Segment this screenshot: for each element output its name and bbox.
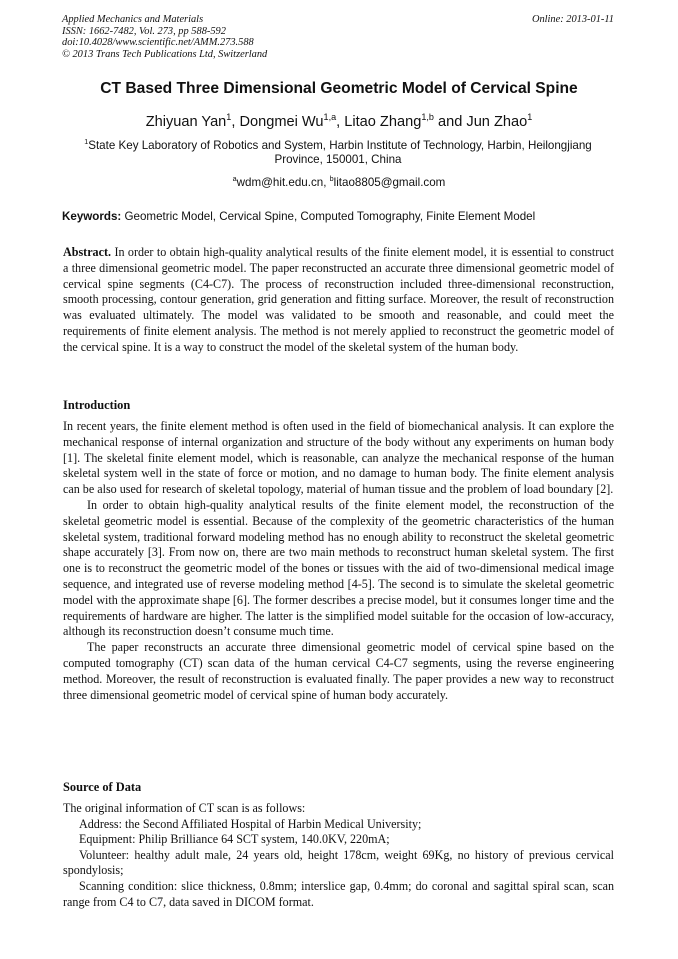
journal-name: Applied Mechanics and Materials: [62, 14, 204, 25]
paper-title: CT Based Three Dimensional Geometric Model of Cervical Spine: [100, 80, 578, 97]
paragraph: In recent years, the finite element method is often used in the field of biomechanical analysis. It can explore the mechanical response of internal organization and structure of the body without any experiments on human body [1]. The skeletal finite element model, which is reasonable, can analyze the mechanical response of the human skeletal system well in the state of force or motion, and no damage to human body. The finite element analysis can be also used for research of skeletal topology, material of human tissue and the problem of load boundary [2].: [63, 419, 614, 497]
author-name: Litao Zhang: [344, 114, 422, 130]
author-superscript: 1: [226, 112, 232, 123]
abstract-label: Abstract.: [63, 245, 112, 259]
introduction-body: [63, 419, 614, 703]
abstract-text: In order to obtain high-quality analytical results of the finite element model, it is essential to construct a three dimensional geometric model. The paper reconstructed an accurate three dimensional geometric model of cervical spine segments (C4-C7). The process of reconstruction included three-dimensional reconstruction, smooth processing, contour generation, grid generation and fitting surface. Moreover, the result of reconstruction was evaluated ultimately. The model was validated to be smooth and reasonable, and could meet the requirements of finite element analysis. The method is not merely applied to reconstruct the geometric model of the cervical spine. It is a way to construct the model of the skeletal system of the human body.: [63, 245, 614, 354]
list-item: Address: the Second Affiliated Hospital of Harbin Medical University;: [79, 816, 422, 831]
author-superscript: 1,b: [421, 112, 434, 123]
keywords-label: Keywords:: [62, 210, 122, 223]
author-conjunction: and: [437, 114, 463, 130]
list-item: Volunteer: healthy adult male, 24 years old, height 178cm, weight 69Kg, no history of previous cervical spondylosis;: [63, 847, 614, 878]
author-name: Zhiyuan Yan: [145, 114, 227, 130]
author-name: Jun Zhao: [466, 114, 528, 130]
keywords-text: Geometric Model, Cervical Spine, Computed Tomography, Finite Element Model: [124, 210, 536, 223]
list-item: Equipment: Philip Brilliance 64 SCT system, 140.0KV, 220mA;: [79, 832, 390, 847]
paragraph: In order to obtain high-quality analytical results of the finite element model, the reconstruction of the skeletal geometric model is essential. Because of the complexity of the geometric characteristics of the human skeletal system, traditional forward modeling method has no enough ability to reconstruct the skeletal geometric shape accurately [3]. From now on, there are two main methods to reconstruct human skeletal system. The first one is to reconstruct the geometric model of the bones or tissues with the aid of two-dimensional medical image sequence, and integrated use of reverse modeling method [4-5]. The second is to simulate the skeletal geometric model with the approximate shape [6]. The former describes a precise model, but it consumes longer time and the requirements of hardware are higher. The latter is the simplified model suitable for the occasion of low-accuracy, although its reconstruction doesn’t consume much time.: [63, 497, 614, 639]
paragraph: The original information of CT scan is as follows:: [63, 801, 306, 815]
author-superscript: 1: [527, 112, 533, 123]
copyright-line: © 2013 Trans Tech Publications Ltd, Switzerland: [62, 48, 268, 60]
section-heading-source-of-data: Source of Data: [63, 780, 142, 794]
email-superscript: a: [232, 174, 237, 184]
paragraph: The paper reconstructs an accurate three dimensional geometric model of cervical spine based on the computed tomography (CT) scan data of the human cervical C4-C7 segments, using the reverse engineering method. Moreover, the result of reconstruction is evaluated finally. The paper provides a new way to reconstruct three dimensional geometric model of cervical spine of human body accurately.: [63, 640, 614, 702]
affiliation: [62, 139, 614, 168]
author-line: Zhiyuan Yan$^1$, Dongmei Wu$^{1,a}$, Litao Zhang$^{1,b}$ and Jun Zhao$^1$: [145, 112, 533, 130]
doi-line[interactable]: doi:10.4028/www.scientific.net/AMM.273.588: [62, 37, 254, 49]
author-superscript: 1,a: [323, 112, 337, 123]
abstract: [63, 245, 614, 356]
affiliation-superscript: 1: [84, 137, 89, 147]
issn-line: ISSN: 1662-7482, Vol. 273, pp 588-592: [62, 25, 226, 37]
section-heading-introduction: Introduction: [63, 398, 131, 412]
author-name: Dongmei Wu: [239, 114, 324, 130]
email-superscript: b: [329, 174, 334, 184]
journal-header: [62, 14, 267, 60]
email-line: [0, 176, 678, 189]
email-link[interactable]: wdm@hit.edu.cn,: [236, 176, 327, 189]
affiliation-text: State Key Laboratory of Robotics and System, Harbin Institute of Technology, Harbin, Heilongjiang Province, 150001, China: [88, 139, 592, 167]
source-of-data-body: [63, 801, 614, 910]
email-link[interactable]: litao8805@gmail.com: [333, 176, 446, 189]
online-date: Online: 2013-01-11: [531, 14, 614, 25]
list-item: Scanning condition: slice thickness, 0.8mm; interslice gap, 0.4mm; do coronal and sagittal spiral scan, scan range from C4 to C7, data saved in DICOM format.: [63, 878, 614, 909]
keywords: [62, 210, 622, 223]
